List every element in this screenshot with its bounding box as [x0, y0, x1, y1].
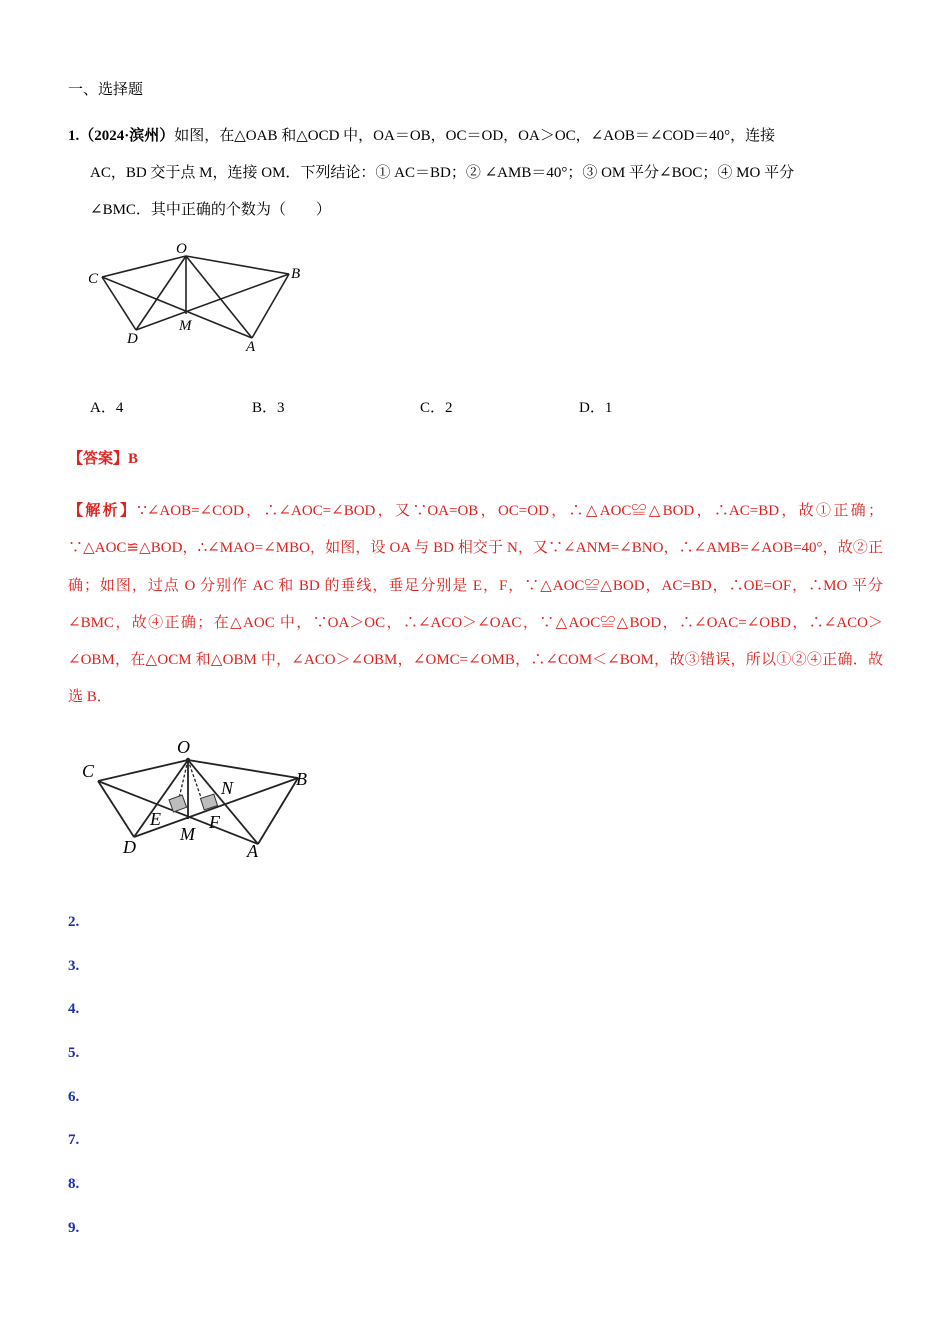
figure-2-label-e: E — [150, 809, 161, 829]
figure-1-label-m: M — [179, 318, 192, 334]
choice-b: B．3 — [252, 400, 285, 416]
figure-1-label-c: C — [88, 271, 99, 287]
question-number-8: 8. — [68, 1176, 80, 1193]
question-number-3: 3. — [68, 957, 80, 974]
question-text-2: AC，BD 交于点 M，连接 OM．下列结论：① AC＝BD；② ∠AMB＝40°；③ OM 平分∠BOC；④ MO 平分 — [90, 165, 795, 181]
figure-2-label-o: O — [177, 737, 190, 757]
figure-2-label-b: B — [296, 769, 307, 789]
question-number-4: 4. — [68, 1001, 80, 1018]
choice-a: A．4 — [90, 400, 124, 416]
figure-1-label-d: D — [127, 331, 138, 347]
question-number-2: 2. — [68, 914, 80, 930]
answer-choices — [90, 396, 710, 420]
figure-2 — [82, 734, 322, 864]
figure-2-label-a: A — [247, 841, 258, 861]
answer-value: B — [128, 451, 139, 467]
figure-1-label-a: A — [246, 339, 256, 355]
answer-label: 【答案】 — [68, 451, 129, 467]
question-text-1: 如图，在△OAB 和△OCD 中，OA＝OB，OC＝OD，OA＞OC，∠AOB＝∠COD＝40°，连接 — [174, 128, 776, 144]
figure-1 — [84, 240, 314, 355]
figure-2-label-c: C — [82, 761, 95, 781]
question-number-7: 7. — [68, 1132, 80, 1149]
section-heading: 一、选择题 — [68, 82, 144, 98]
question-1-line-1 — [68, 118, 883, 155]
analysis-label: 【解析】 — [68, 503, 138, 519]
figure-2-label-d: D — [123, 837, 136, 857]
analysis — [68, 493, 883, 717]
question-number-list — [68, 910, 79, 1260]
question-source: （2024·滨州） — [79, 128, 175, 144]
figure-2-label-n: N — [221, 778, 234, 798]
question-number: 1. — [68, 128, 80, 144]
figure-2-label-m: M — [180, 824, 195, 844]
question-1 — [68, 118, 883, 229]
figure-1-label-o: O — [176, 241, 187, 257]
choice-d: D．1 — [579, 400, 613, 416]
question-number-5: 5. — [68, 1045, 80, 1062]
analysis-text: ∵∠AOB=∠COD，∴∠AOC=∠BOD，又∵OA=OB，OC=OD，∴△AOC≌△BOD，∴AC=BD，故①正确；∵△AOC≌△BOD，∴∠MAO=∠MBO，如图，设 OA 与 BD 相交于 N，又∵∠ANM=∠BNO，∴∠AMB=∠AOB=40°，故②正确；如图，过点 O 分别作 AC 和 BD 的垂线，垂足分别是 E，F，∵△AOC≌△BOD，AC=BD，∴OE=OF，∴MO 平分∠BMC，故④正确；在△AOC 中，∵OA＞OC，∴∠ACO＞∠OAC，∵△AOC≌△BOD，∴∠OAC=∠OBD，∴∠ACO＞∠OBM，在△OCM 和△OBM 中，∠ACO＞∠OBM，∠OMC=∠OMB，∴∠COM＜∠BOM，故③错误，所以①②④正确．故选 B． — [68, 503, 883, 706]
figure-1-label-b: B — [291, 266, 301, 282]
question-number-9: 9. — [68, 1219, 80, 1236]
question-text-3: ∠BMC．其中正确的个数为（ ） — [90, 202, 331, 218]
answer — [68, 447, 138, 468]
choice-c: C．2 — [420, 400, 453, 416]
figure-2-label-f: F — [209, 812, 220, 832]
question-number-6: 6. — [68, 1088, 80, 1105]
